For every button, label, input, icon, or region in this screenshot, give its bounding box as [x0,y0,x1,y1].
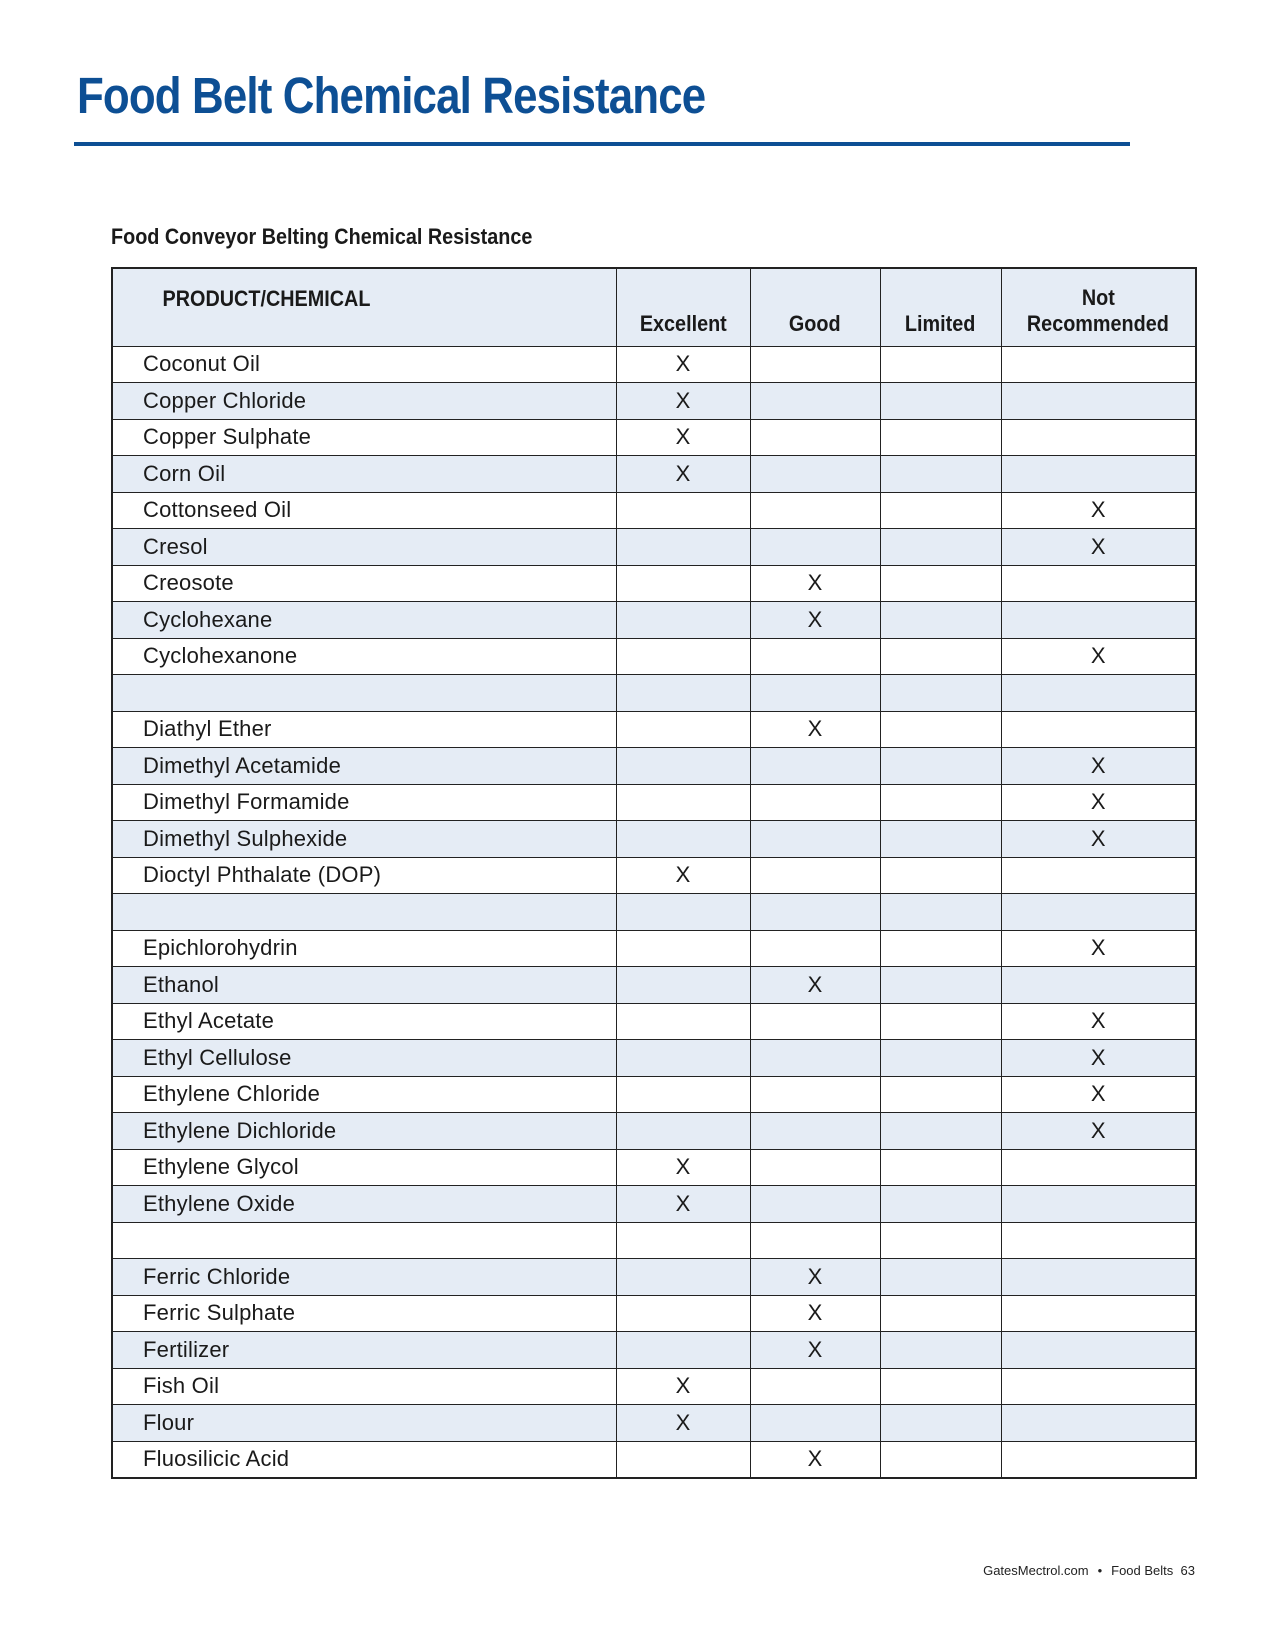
rating-cell-good [750,675,880,712]
rating-cell-good [750,1149,880,1186]
rating-cell-not-recommended [1001,602,1196,639]
rating-cell-limited [880,1003,1001,1040]
rating-cell-good: X [750,565,880,602]
rating-cell-good [750,857,880,894]
chemical-resistance-table [111,267,1197,1479]
table-row [112,529,1196,566]
footer-separator: • [1097,1563,1103,1578]
rating-cell-excellent [616,492,750,529]
rating-cell-good [750,1003,880,1040]
rating-cell-limited [880,1113,1001,1150]
chemical-name: Ethylene Chloride [112,1076,616,1113]
header-not-recommended: Not Recommended [1001,268,1196,346]
rating-cell-excellent [616,711,750,748]
chemical-name: Ethylene Glycol [112,1149,616,1186]
chemical-name: Cottonseed Oil [112,492,616,529]
table-row [112,1003,1196,1040]
rating-cell-not-recommended [1001,565,1196,602]
rating-cell-excellent [616,784,750,821]
rating-cell-not-recommended [1001,456,1196,493]
rating-cell-limited [880,456,1001,493]
rating-cell-good [750,1186,880,1223]
rating-cell-limited [880,1040,1001,1077]
table-row [112,675,1196,712]
rating-cell-good [750,1040,880,1077]
rating-cell-limited [880,1259,1001,1296]
rating-cell-not-recommended [1001,383,1196,420]
chemical-name [112,894,616,931]
rating-cell-not-recommended: X [1001,638,1196,675]
rating-cell-limited [880,784,1001,821]
rating-cell-not-recommended: X [1001,492,1196,529]
table-row [112,383,1196,420]
footer-page-number: 63 [1180,1563,1195,1578]
rating-cell-not-recommended: X [1001,930,1196,967]
rating-cell-not-recommended: X [1001,1113,1196,1150]
rating-cell-not-recommended [1001,711,1196,748]
table-row [112,602,1196,639]
rating-cell-not-recommended [1001,675,1196,712]
rating-cell-limited [880,346,1001,383]
rating-cell-good [750,492,880,529]
chemical-name: Copper Sulphate [112,419,616,456]
rating-cell-limited [880,1222,1001,1259]
rating-cell-limited [880,1405,1001,1442]
rating-cell-limited [880,1076,1001,1113]
chemical-name: Dimethyl Formamide [112,784,616,821]
table-row [112,419,1196,456]
rating-cell-excellent: X [616,1149,750,1186]
table-row [112,930,1196,967]
rating-cell-excellent [616,1003,750,1040]
rating-cell-excellent [616,1113,750,1150]
rating-cell-limited [880,638,1001,675]
rating-cell-good: X [750,967,880,1004]
rating-cell-excellent: X [616,857,750,894]
rating-cell-good: X [750,1441,880,1478]
rating-cell-good [750,419,880,456]
rating-cell-not-recommended [1001,1295,1196,1332]
table-caption: Food Conveyor Belting Chemical Resistance [111,224,533,249]
rating-cell-not-recommended [1001,1186,1196,1223]
rating-cell-excellent: X [616,456,750,493]
rating-cell-not-recommended [1001,419,1196,456]
table-row [112,638,1196,675]
rating-cell-good [750,821,880,858]
rating-cell-excellent [616,529,750,566]
rating-cell-excellent [616,602,750,639]
table-row [112,1186,1196,1223]
rating-cell-excellent: X [616,1186,750,1223]
rating-cell-limited [880,821,1001,858]
rating-cell-excellent [616,1295,750,1332]
chemical-name: Fertilizer [112,1332,616,1369]
table-row [112,1222,1196,1259]
rating-cell-limited [880,894,1001,931]
rating-cell-limited [880,967,1001,1004]
rating-cell-good [750,529,880,566]
rating-cell-not-recommended: X [1001,529,1196,566]
table-row [112,1149,1196,1186]
table-row [112,1405,1196,1442]
rating-cell-not-recommended: X [1001,821,1196,858]
rating-cell-excellent [616,930,750,967]
rating-cell-good: X [750,1332,880,1369]
rating-cell-excellent [616,638,750,675]
table-row [112,1259,1196,1296]
chemical-name: Diathyl Ether [112,711,616,748]
rating-cell-excellent [616,1076,750,1113]
rating-cell-limited [880,419,1001,456]
rating-cell-limited [880,675,1001,712]
rating-cell-good [750,1113,880,1150]
rating-cell-not-recommended: X [1001,784,1196,821]
rating-cell-limited [880,857,1001,894]
chemical-name: Fluosilicic Acid [112,1441,616,1478]
rating-cell-excellent [616,565,750,602]
chemical-name: Ferric Chloride [112,1259,616,1296]
rating-cell-good: X [750,711,880,748]
chemical-name: Ethylene Dichloride [112,1113,616,1150]
rating-cell-good [750,784,880,821]
table-row [112,857,1196,894]
header-good: Good [750,268,880,346]
rating-cell-good: X [750,1295,880,1332]
rating-cell-excellent [616,1259,750,1296]
page-title: Food Belt Chemical Resistance [77,67,706,124]
rating-cell-not-recommended: X [1001,1040,1196,1077]
rating-cell-limited [880,492,1001,529]
table-row [112,492,1196,529]
table-row [112,1040,1196,1077]
rating-cell-not-recommended [1001,1368,1196,1405]
rating-cell-limited [880,529,1001,566]
chemical-name: Corn Oil [112,456,616,493]
rating-cell-good [750,383,880,420]
rating-cell-not-recommended [1001,857,1196,894]
rating-cell-limited [880,1295,1001,1332]
table-row [112,1332,1196,1369]
rating-cell-good [750,346,880,383]
rating-cell-limited [880,930,1001,967]
chemical-name: Flour [112,1405,616,1442]
chemical-name: Dioctyl Phthalate (DOP) [112,857,616,894]
chemical-name: Cyclohexane [112,602,616,639]
rating-cell-excellent: X [616,383,750,420]
chemical-name [112,675,616,712]
rating-cell-excellent [616,1040,750,1077]
table-row [112,821,1196,858]
chemical-name: Fish Oil [112,1368,616,1405]
rating-cell-not-recommended [1001,1441,1196,1478]
header-limited: Limited [880,268,1001,346]
chemical-name: Creosote [112,565,616,602]
table-row [112,1113,1196,1150]
rating-cell-not-recommended: X [1001,1076,1196,1113]
table-row [112,456,1196,493]
page-footer [983,1563,1195,1578]
rating-cell-limited [880,1186,1001,1223]
chemical-name: Dimethyl Sulphexide [112,821,616,858]
rating-cell-not-recommended [1001,967,1196,1004]
rating-cell-excellent: X [616,1368,750,1405]
chemical-name: Ethyl Cellulose [112,1040,616,1077]
table-row [112,346,1196,383]
rating-cell-limited [880,748,1001,785]
title-rule [74,142,1130,146]
table-row [112,748,1196,785]
table-row [112,1441,1196,1478]
rating-cell-good: X [750,602,880,639]
rating-cell-excellent [616,1222,750,1259]
rating-cell-limited [880,1332,1001,1369]
table-row [112,894,1196,931]
rating-cell-not-recommended [1001,1332,1196,1369]
rating-cell-excellent [616,675,750,712]
table-row [112,565,1196,602]
rating-cell-excellent [616,1441,750,1478]
rating-cell-good [750,894,880,931]
chemical-name: Ethanol [112,967,616,1004]
rating-cell-limited [880,383,1001,420]
table-row [112,1368,1196,1405]
table-body [112,346,1196,1478]
table-row [112,967,1196,1004]
rating-cell-limited [880,1368,1001,1405]
rating-cell-limited [880,711,1001,748]
rating-cell-good [750,1222,880,1259]
rating-cell-excellent [616,967,750,1004]
footer-site: GatesMectrol.com [983,1563,1089,1578]
chemical-name [112,1222,616,1259]
rating-cell-excellent [616,748,750,785]
chemical-name: Dimethyl Acetamide [112,748,616,785]
header-product: PRODUCT/CHEMICAL [112,268,616,346]
rating-cell-good [750,1368,880,1405]
rating-cell-not-recommended: X [1001,748,1196,785]
rating-cell-limited [880,602,1001,639]
rating-cell-good: X [750,1259,880,1296]
rating-cell-excellent [616,1332,750,1369]
rating-cell-excellent: X [616,346,750,383]
rating-cell-limited [880,1441,1001,1478]
rating-cell-not-recommended [1001,894,1196,931]
rating-cell-not-recommended [1001,1149,1196,1186]
chemical-name: Cresol [112,529,616,566]
rating-cell-good [750,930,880,967]
rating-cell-not-recommended [1001,1405,1196,1442]
rating-cell-good [750,748,880,785]
chemical-name: Epichlorohydrin [112,930,616,967]
rating-cell-good [750,1405,880,1442]
table-row [112,1076,1196,1113]
table-row [112,711,1196,748]
header-excellent: Excellent [616,268,750,346]
rating-cell-excellent [616,821,750,858]
chemical-name: Ethylene Oxide [112,1186,616,1223]
rating-cell-excellent [616,894,750,931]
rating-cell-limited [880,565,1001,602]
rating-cell-excellent: X [616,419,750,456]
rating-cell-good [750,638,880,675]
rating-cell-good [750,456,880,493]
rating-cell-not-recommended [1001,346,1196,383]
table-row [112,784,1196,821]
chemical-name: Coconut Oil [112,346,616,383]
rating-cell-good [750,1076,880,1113]
footer-section: Food Belts [1111,1563,1174,1578]
chemical-name: Ferric Sulphate [112,1295,616,1332]
rating-cell-limited [880,1149,1001,1186]
table-row [112,1295,1196,1332]
rating-cell-not-recommended: X [1001,1003,1196,1040]
chemical-name: Cyclohexanone [112,638,616,675]
chemical-name: Copper Chloride [112,383,616,420]
rating-cell-not-recommended [1001,1222,1196,1259]
rating-cell-excellent: X [616,1405,750,1442]
rating-cell-not-recommended [1001,1259,1196,1296]
chemical-name: Ethyl Acetate [112,1003,616,1040]
table-header-row [112,268,1196,346]
